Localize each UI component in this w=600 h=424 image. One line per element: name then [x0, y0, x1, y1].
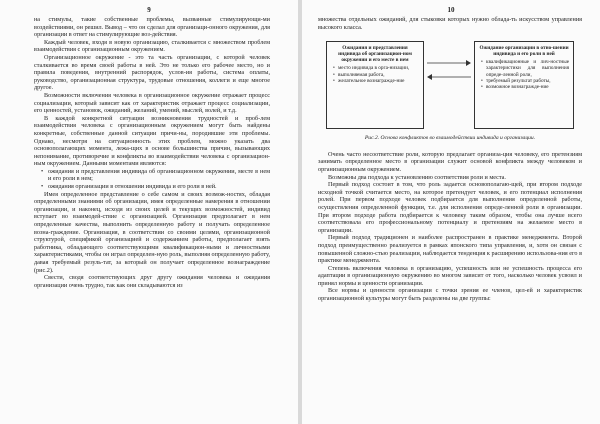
paragraph: на стимулы, такие собственные проблемы, вызванные стимулирующи-ми воздействиями, он решил. Вывод – что он сделал для организаци-онного окружения, для организации в ответ на стимулирующие воз-действия. — [34, 16, 270, 39]
paragraph: Каждый человек, входя в новую организацию, сталкивается с множеством проблем взаимодействия с организационным окружением. — [34, 38, 270, 54]
paragraph: Первый подход традиционен и наиболее распространен в практике менеджмента. Второй подход преимущественно реализуется в рамках японского типа управления, и, хотя он связан с повышенной сложно-стью реализации, наблюдается тенденция к расширению использова-ния его в практике менеджмента. — [318, 234, 582, 265]
bullet-item: • ожидания и представления индивида об организационном окружении, месте в нем и его роли в нем; — [48, 168, 270, 183]
page-number-left: 9 — [147, 6, 151, 14]
paragraph: Очень часто несоответствие роли, которую предлагает организа-ция человеку, его претензиям занимать определенное место в организации служит основой конфликта между человеком и организационным окружением. — [318, 150, 582, 173]
paragraph: множества отдельных ожиданий, для стыковки которых нужно облада-ть искусством управления высокого класса. — [318, 16, 582, 31]
box-item: • желательное вознагражде-ние — [338, 78, 419, 84]
bullet-item: • ожидания организации в отношении индивида и его роли в ней. — [48, 183, 270, 191]
left-text-column — [34, 16, 270, 289]
box-item: • выполняемая работа, — [338, 72, 419, 78]
arrow-right-icon — [426, 59, 472, 67]
box-item: • место индивида в орга-низации, — [338, 65, 419, 71]
individual-expectations-box — [326, 41, 424, 129]
paragraph: Первый подход состоит в том, что роль задается основополагаю-щей, при втором подходе исходной точкой считается место, на которое претендует человек, и его потенциал исполнения ролей. При первом подходе человек подбирается для выполнения определенной работы, осуществления определенной функции, т.е. для исполнения опреде-ленной роли в организации. При втором подходе работа подбирается к человеку таким образом, чтобы она лучше всего соответствовала его профессиональному потенциалу и претензиям на желаемое место в организации. — [318, 181, 582, 234]
box-list — [479, 59, 569, 89]
paragraph: Возможны два подхода к установлению соответствия роли и места. — [328, 173, 506, 181]
box-item: • возможное вознагражде-ние — [486, 84, 569, 90]
paragraph: Все нормы и ценности организации с точки зрения ее членов, цел-ей и характеристик организационной культуры могут быть разделены на две группы: — [318, 287, 582, 303]
right-text-column — [318, 16, 582, 303]
right-page — [302, 0, 600, 424]
paragraph: Организационное окружение - это та часть организации, с которой человек сталкивается во время своей работы в ней. Это не только его рабочее место, но и правила поведения, внутренний распорядок, услов-ия работы, система оплаты, руководство, организационная структура, трудовые отношения, коллеги и еще многое другое. — [34, 53, 270, 92]
box-list — [331, 65, 419, 83]
paragraph: Свести, сводя соответствующих друг другу ожидания человека и ожидания организации очень трудно, так как они складываются из — [34, 274, 270, 289]
paragraph: Степень включения человека в организацию, успешность или не успешность процесса его адаптации в организационную окружению во многом зависит от того, насколько человек усвоил и принял нормы и ценности организации. — [318, 264, 582, 287]
paragraph: Возможности включения человека в организационное окружение отражает процесс социализации, который зависит как от характеристик отражает процесс социализации, его ценностей, установок, ожиданий, желаний, умений, мыслей, волей, и т.д. — [34, 91, 270, 115]
bullet-list — [34, 168, 270, 191]
left-page — [0, 0, 298, 424]
page-number-right: 10 — [447, 6, 455, 14]
paragraph: Имея определенное представление о себе самом и своих возмож-ностях, обладая определенными знаниями об организации, имея определенные намерения в отношении организации, и наконец, исходя из своих целей и текущих возможностей, индивид вступает во взаимодей-ствие с организацией. Организация предполагает в нем определенные качества, выполнить определенную работу и получать определенное возна-граждение. Организация, в соответствии со своими целями, организационной структурой, спецификой организацией и содержанием работы, предполагает взять работника, обладающего соответствующими квалификацион-ными и личностными характеристиками, чтобы он играл определен-ную роль, выполняя определенную работу, давая требуемый резуль-тат, за который он получает определенное вознаграждение (рис.2). — [34, 190, 270, 274]
paragraph: В каждой конкретной ситуации возникновения трудностей и проб-лем взаимодействия человека с организационным окружением могут быть найдены конкретные, собственные данной ситуации причи-ны, породившие эти проблемы. Однако, несмотря на ситуационность этих проблем, можно указать два основополагающих момента, лежа-щих в основе большинства причин, вызывающих непонимание, противоречие и конфликты во взаимодействии человека с организацион-ным окружением. Данными моментами являются: — [34, 114, 270, 168]
box-item: • требуемый результат работы, — [486, 78, 569, 84]
figure-diagram — [318, 37, 582, 133]
box-header: Ожидания и представления индивида об организацион-ном окружении и его месте в нем — [338, 45, 412, 64]
arrow-left-icon — [426, 73, 472, 81]
box-item: • квалификационные и лич-ностные характеристики для выполнения опреде-ленной роли, — [486, 59, 569, 77]
box-header: Ожидание организации в отно-шении индивида и его роли в ней — [479, 45, 569, 58]
organization-expectations-box — [474, 41, 574, 129]
figure-caption: Рис.2. Основа конфликтов во взаимодействии индивида и организации. — [364, 135, 536, 142]
